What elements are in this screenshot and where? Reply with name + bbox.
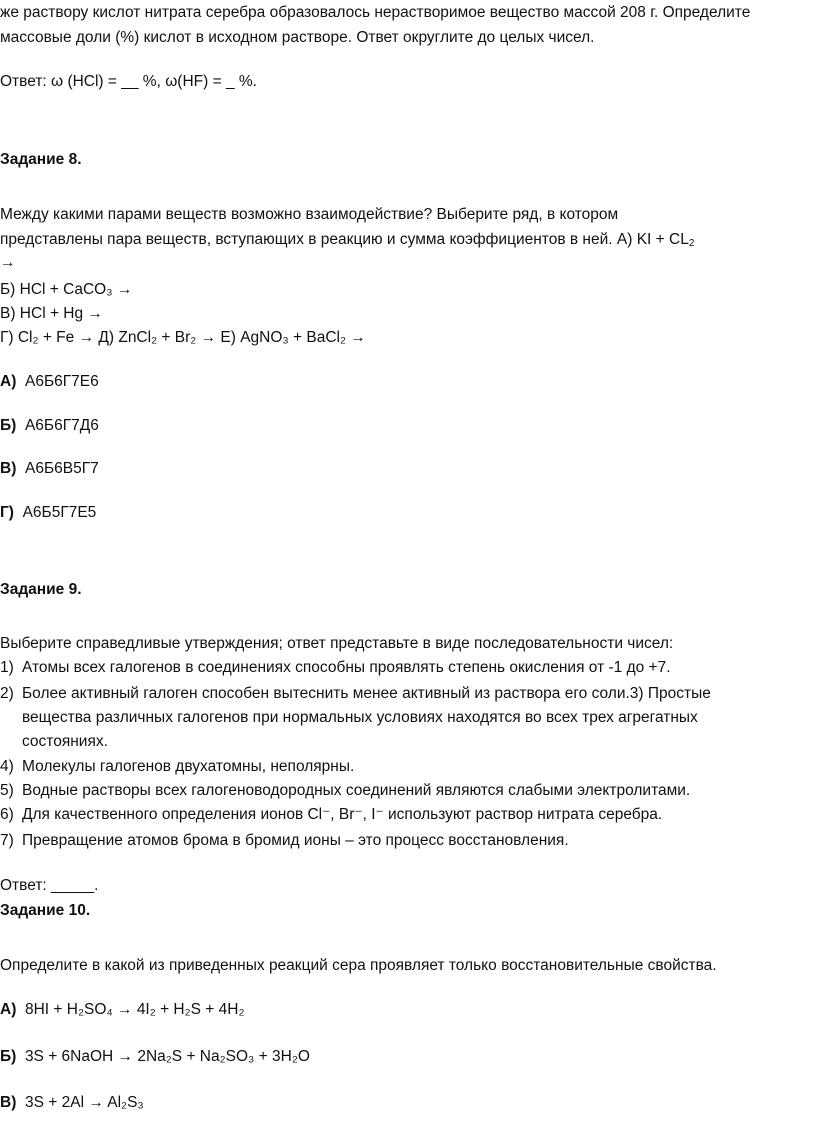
task10-option — [0, 1047, 310, 1067]
item-number: 7) — [0, 832, 14, 849]
list-item — [0, 755, 760, 779]
intro-answer: Ответ: ω (HCl) = __ %, ω(HF) = _ %. — [0, 73, 257, 90]
task9-question: Выберите справедливые утверждения; ответ представьте в виде последовательности чисел: — [0, 635, 674, 652]
item-text: Атомы всех галогенов в соединениях способны проявлять степень окисления от -1 до +7. — [22, 659, 671, 676]
task8-option — [0, 416, 99, 436]
intro-line-1: же раствору кислот нитрата серебра образовалось нерастворимое вещество массой 208 г. Определите — [0, 4, 751, 21]
task8-line-g: Г) Cl₂ + Fe → Д) ZnCl₂ + Br₂ → Е) AgNO₃ + BaCl₂ → — [0, 329, 366, 346]
item-number: 1) — [0, 659, 14, 676]
list-item — [0, 829, 760, 853]
subscript: 2 — [688, 238, 695, 249]
task8-option — [0, 372, 99, 392]
list-item — [0, 779, 760, 803]
task9-title: Задание 9. — [0, 581, 82, 598]
intro-line-2: массовые доли (%) кислот в исходном растворе. Ответ округлите до целых чисел. — [0, 29, 595, 46]
option-letter: В) — [0, 1094, 17, 1111]
list-item — [0, 656, 760, 680]
option-text: 3S + 2Al → Al₂S₃ — [24, 1094, 144, 1111]
option-text: А6Б6В5Г7 — [24, 460, 99, 477]
item-text: Молекулы галогенов двухатомны, неполярны. — [22, 758, 355, 775]
task8-option — [0, 503, 96, 523]
list-item — [0, 682, 745, 754]
option-text: 8HI + H₂SO₄ → 4I₂ + H₂S + 4H₂ — [24, 1001, 245, 1018]
option-letter: В) — [0, 460, 17, 477]
arrow-icon: → — [0, 254, 16, 271]
task8-title: Задание 8. — [0, 151, 82, 168]
task8-line-v: В) HCl + Hg → — [0, 305, 103, 322]
option-letter: Б) — [0, 417, 17, 434]
item-text: Водные растворы всех галогеноводородных соединений являются слабыми электролитами. — [22, 782, 691, 799]
task10-option — [0, 1000, 244, 1020]
option-letter: А) — [0, 1001, 17, 1018]
task10-question: Определите в какой из приведенных реакций сера проявляет только восстановительные свойства. — [0, 957, 717, 974]
list-item — [0, 803, 760, 827]
task8-question-line-1: Между какими парами веществ возможно взаимодействие? Выберите ряд, в котором — [0, 206, 619, 223]
option-letter: Г) — [0, 504, 14, 521]
task8-question-line-2 — [0, 230, 694, 250]
item-number: 4) — [0, 758, 14, 775]
option-text: А6Б6Г7Д6 — [24, 417, 99, 434]
item-number: 5) — [0, 782, 14, 799]
item-text: Более активный галоген способен вытеснить менее активный из раствора его соли.3) Простые вещества различных галогенов при нормальных условиях находятся во всех трех агрегатных состояниях. — [22, 685, 711, 750]
task9-answer: Ответ: _____. — [0, 877, 99, 894]
task10-title: Задание 10. — [0, 902, 91, 919]
task8-question-text: представлены пара веществ, вступающих в реакцию и сумма коэффициентов в ней. А) KI + CL — [0, 231, 689, 248]
option-text: А6Б6Г7Е6 — [24, 373, 99, 390]
option-text: А6Б5Г7Е5 — [22, 504, 97, 521]
item-number: 2) — [0, 685, 14, 702]
task8-option — [0, 459, 99, 479]
option-letter: А) — [0, 373, 17, 390]
item-text: Для качественного определения ионов Cl⁻, Br⁻, I⁻ используют раствор нитрата серебра. — [22, 806, 663, 823]
option-text: 3S + 6NaOH → 2Na₂S + Na₂SO₃ + 3H₂O — [24, 1048, 310, 1065]
task10-option — [0, 1093, 144, 1113]
task8-line-b: Б) HCl + CaCO₃ → — [0, 281, 133, 298]
item-text: Превращение атомов брома в бромид ионы – это процесс восстановления. — [22, 832, 569, 849]
item-number: 6) — [0, 806, 14, 823]
option-letter: Б) — [0, 1048, 17, 1065]
